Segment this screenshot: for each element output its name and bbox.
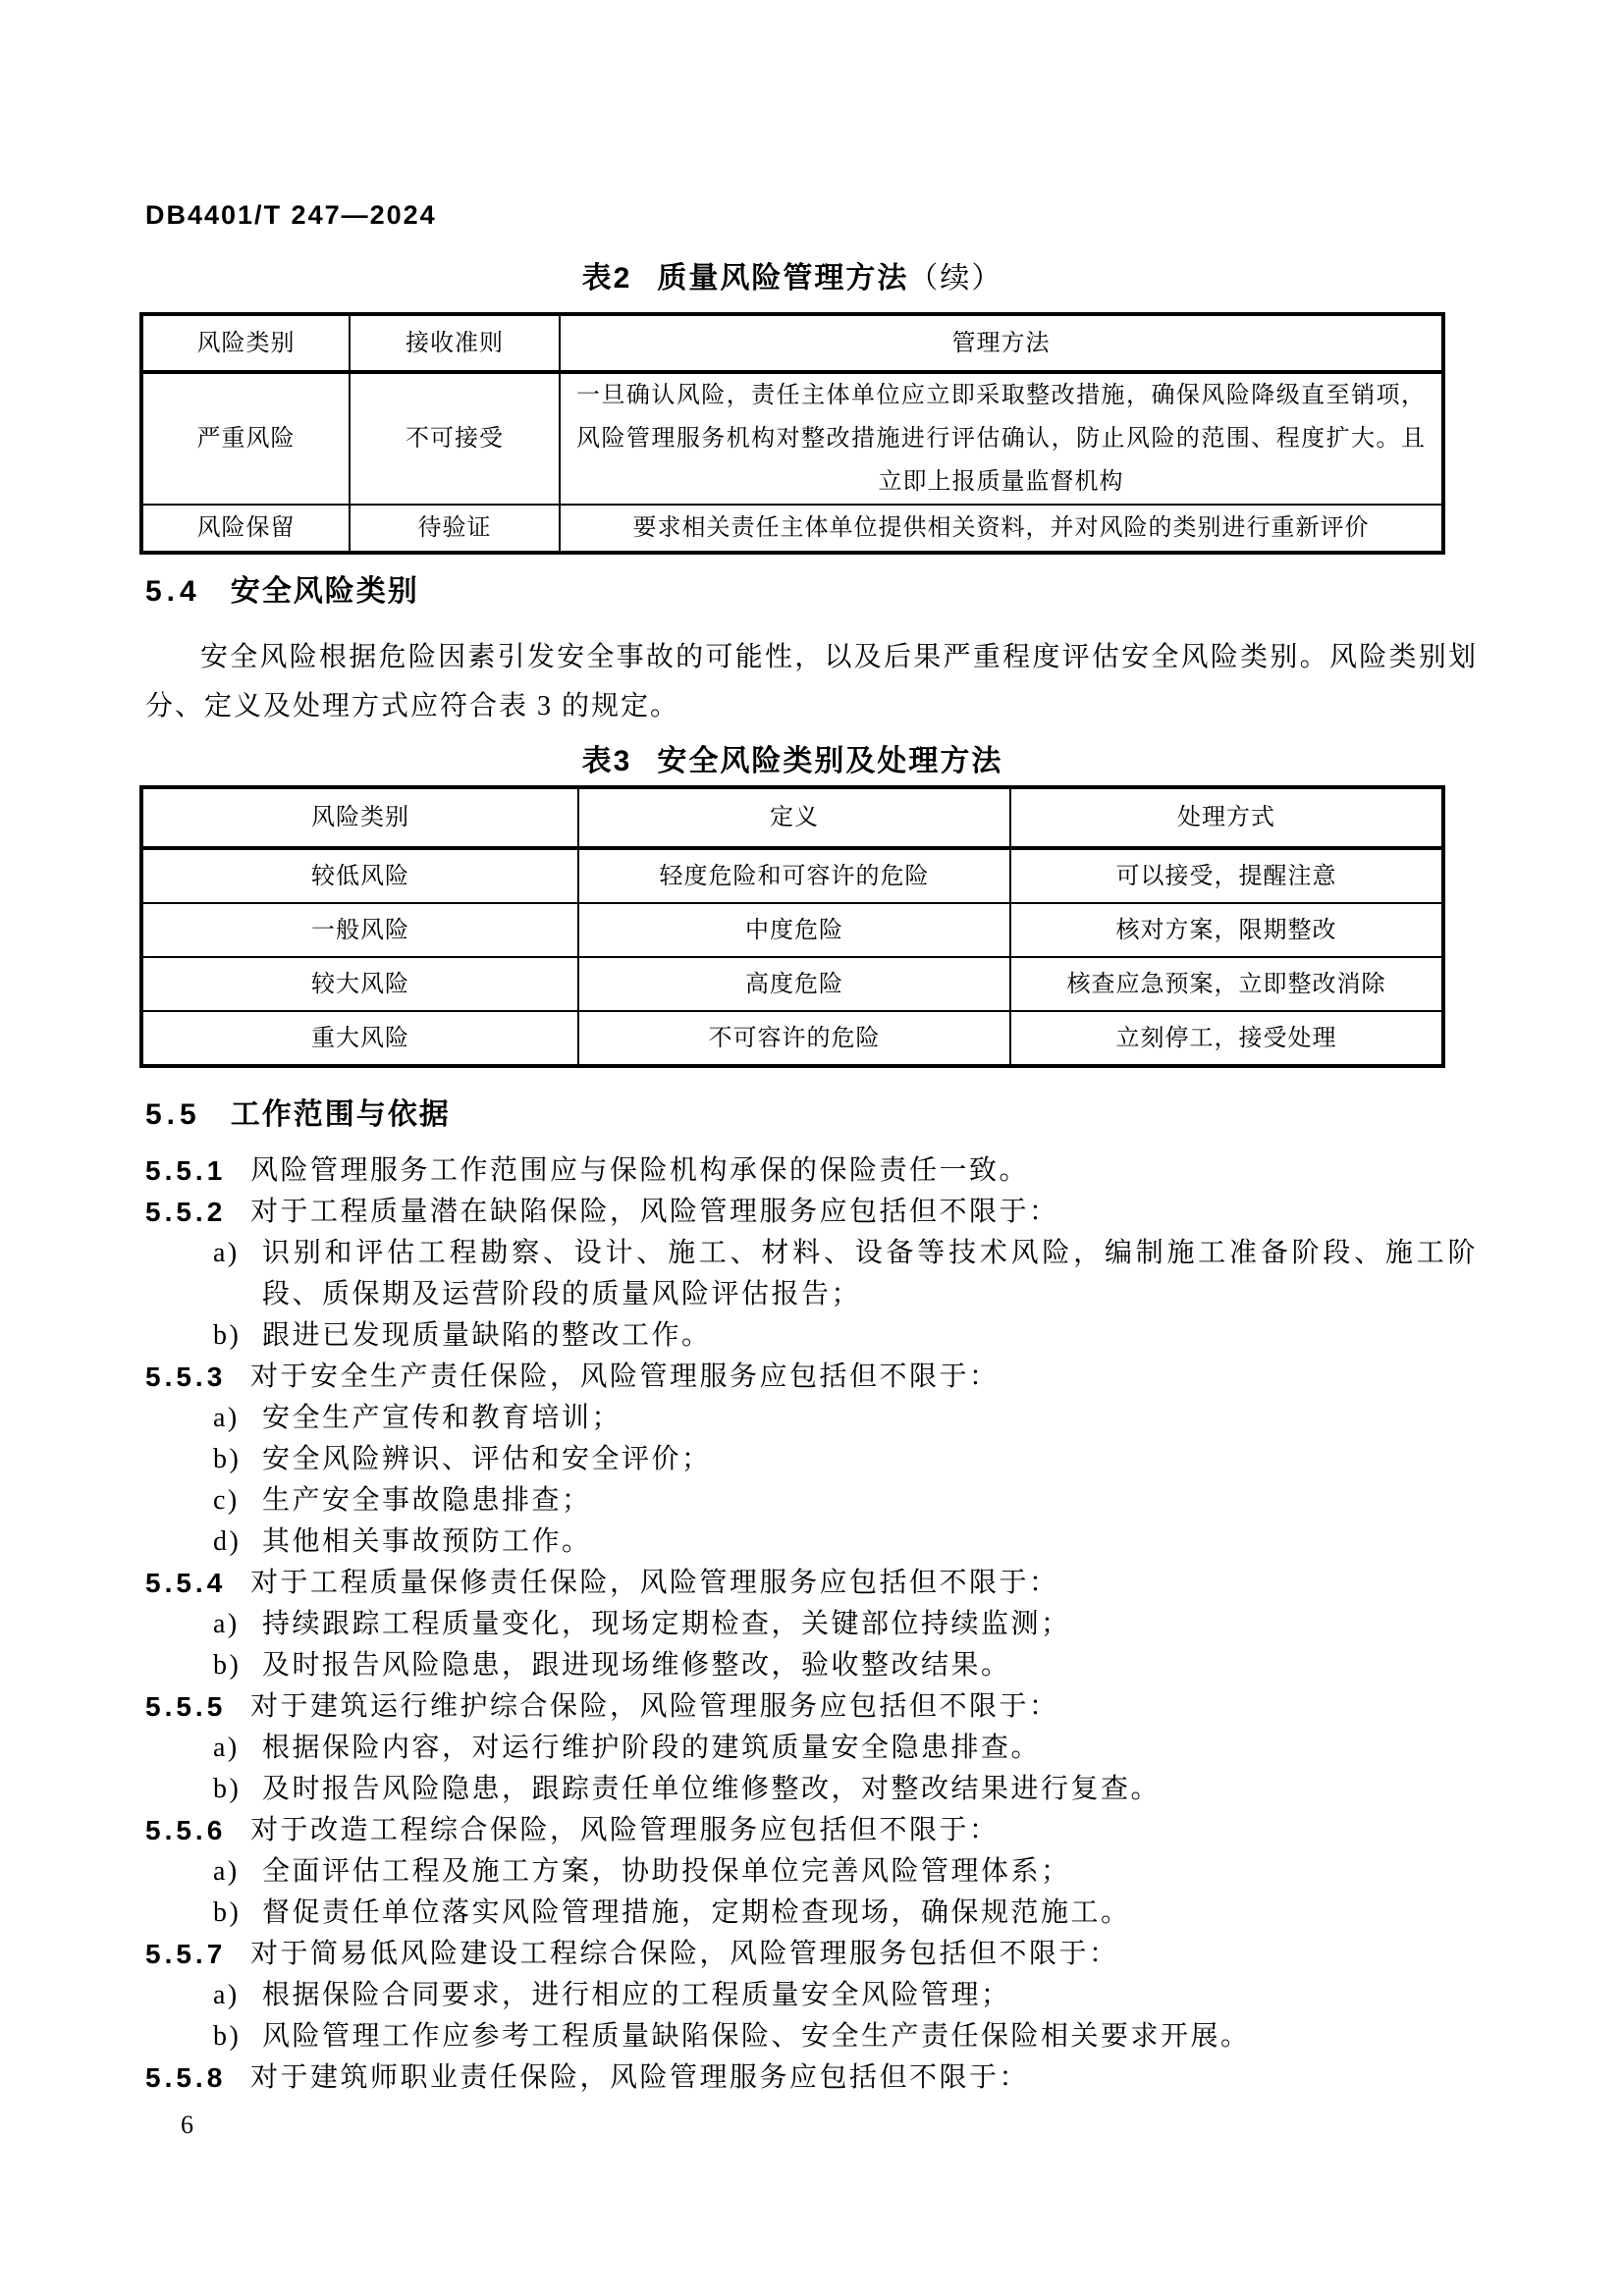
clause-item <box>145 1357 1478 1398</box>
sub-item-text: 安全风险辨识、评估和安全评价； <box>262 1444 712 1474</box>
cell-handling: 立刻停工，接受处理 <box>1010 1011 1443 1066</box>
column-header-risk-category: 风险类别 <box>141 787 578 848</box>
clause-item <box>145 1563 1478 1604</box>
column-header-management-method: 管理方法 <box>560 314 1443 372</box>
sub-item <box>145 2016 1478 2057</box>
sub-item-text: 及时报告风险隐患，跟进现场维修整改，验收整改结果。 <box>262 1650 1011 1681</box>
table-row <box>141 1011 1443 1066</box>
sub-item <box>145 1398 1478 1439</box>
sub-item-marker: b) <box>213 1444 242 1474</box>
sub-item-marker: c) <box>213 1485 240 1516</box>
section-title: 工作范围与依据 <box>230 1098 451 1131</box>
table-row <box>141 957 1443 1011</box>
table3-body <box>141 848 1443 1066</box>
clause-text: 风险管理服务工作范围应与保险机构承保的保险责任一致。 <box>250 1155 1030 1186</box>
sub-item-marker: b) <box>213 1650 242 1681</box>
cell-definition: 高度危险 <box>578 957 1010 1011</box>
cell-handling: 可以接受，提醒注意 <box>1010 848 1443 903</box>
cell-handling: 核查应急预案，立即整改消除 <box>1010 957 1443 1011</box>
sub-item-text: 风险管理工作应参考工程质量缺陷保险、安全生产责任保险相关要求开展。 <box>262 2021 1251 2052</box>
clause-list <box>145 1150 1478 2099</box>
table-row <box>141 903 1443 957</box>
sub-item <box>145 1233 1478 1315</box>
sub-item <box>145 1851 1478 1893</box>
clause-number: 5.5.1 <box>145 1155 227 1186</box>
sub-item <box>145 1975 1478 2016</box>
sub-item-marker: a) <box>213 1403 240 1433</box>
sub-item-text: 根据保险合同要求，进行相应的工程质量安全风险管理； <box>262 1980 1011 2010</box>
table3-caption-label: 表3 <box>581 745 632 777</box>
table-row <box>141 505 1443 553</box>
section-number: 5.4 <box>145 575 201 608</box>
clause-text: 对于简易低风险建设工程综合保险，风险管理服务包括但不限于： <box>250 1939 1119 1969</box>
sub-item-text: 全面评估工程及施工方案，协助投保单位完善风险管理体系； <box>262 1856 1071 1887</box>
sub-item-marker: d) <box>213 1526 242 1557</box>
sub-item <box>145 1893 1478 1934</box>
sub-item-text: 持续跟踪工程质量变化，现场定期检查，关键部位持续监测； <box>262 1609 1071 1639</box>
sub-item-marker: a) <box>213 1609 240 1639</box>
clause-number: 5.5.5 <box>145 1691 227 1722</box>
cell-risk-category: 一般风险 <box>141 903 578 957</box>
sub-item-text: 识别和评估工程勘察、设计、施工、材料、设备等技术风险，编制施工准备阶段、施工阶段、质保期及运营阶段的质量风险评估报告； <box>262 1238 1478 1309</box>
cell-risk-category: 较低风险 <box>141 848 578 903</box>
sub-item-marker: b) <box>213 1897 242 1928</box>
table3 <box>139 785 1445 1068</box>
table3-header-row <box>141 787 1443 848</box>
clause-number: 5.5.3 <box>145 1362 227 1392</box>
clause-item <box>145 1192 1478 1233</box>
clause-item <box>145 1934 1478 1975</box>
cell-risk-category: 较大风险 <box>141 957 578 1011</box>
cell-accept-criterion: 待验证 <box>350 505 560 553</box>
sub-item-marker: b) <box>213 1320 242 1351</box>
column-header-handling: 处理方式 <box>1010 787 1443 848</box>
sub-item-marker: a) <box>213 1238 240 1268</box>
sub-item-text: 根据保险内容，对运行维护阶段的建筑质量安全隐患排查。 <box>262 1733 1042 1763</box>
sub-item-text: 跟进已发现质量缺陷的整改工作。 <box>262 1320 712 1351</box>
table3-caption-text: 安全风险类别及处理方法 <box>657 745 1003 777</box>
cell-definition: 中度危险 <box>578 903 1010 957</box>
table3-caption <box>139 743 1445 780</box>
section-title: 安全风险类别 <box>230 575 419 608</box>
sub-item-text: 其他相关事故预防工作。 <box>262 1526 592 1557</box>
sub-item-text: 安全生产宣传和教育培训； <box>262 1403 622 1433</box>
section-5-4-paragraph: 安全风险根据危险因素引发安全事故的可能性，以及后果严重程度评估安全风险类别。风险类别划分、定义及处理方式应符合表 3 的规定。 <box>145 642 1478 721</box>
sub-item-text: 督促责任单位落实风险管理措施，定期检查现场，确保规范施工。 <box>262 1897 1131 1928</box>
sub-item-text: 生产安全事故隐患排查； <box>262 1485 592 1516</box>
column-header-definition: 定义 <box>578 787 1010 848</box>
table2-caption <box>139 260 1445 297</box>
clause-number: 5.5.6 <box>145 1815 227 1845</box>
sub-item <box>145 1315 1478 1357</box>
clause-item <box>145 2057 1478 2099</box>
sub-item <box>145 1604 1478 1645</box>
doc-code: DB4401/T 247—2024 <box>145 200 437 230</box>
cell-risk-category: 严重风险 <box>141 372 350 505</box>
sub-item <box>145 1645 1478 1686</box>
clause-number: 5.5.7 <box>145 1939 227 1969</box>
table2-caption-suffix: （续） <box>908 262 1003 294</box>
sub-item <box>145 1769 1478 1810</box>
cell-accept-criterion: 不可接受 <box>350 372 560 505</box>
table2-caption-text: 质量风险管理方法 <box>657 262 909 294</box>
table2-header-row <box>141 314 1443 372</box>
sub-item-marker: a) <box>213 1733 240 1763</box>
cell-handling: 核对方案，限期整改 <box>1010 903 1443 957</box>
table-row <box>141 372 1443 505</box>
sub-item-text: 及时报告风险隐患，跟踪责任单位维修整改，对整改结果进行复查。 <box>262 1774 1162 1804</box>
clause-text: 对于工程质量潜在缺陷保险，风险管理服务应包括但不限于： <box>250 1197 1059 1227</box>
cell-management-method: 一旦确认风险，责任主体单位应立即采取整改措施，确保风险降级直至销项，风险管理服务机构对整改措施进行评估确认，防止风险的范围、程度扩大。且立即上报质量监督机构 <box>560 372 1443 505</box>
table2-caption-label: 表2 <box>581 262 632 294</box>
table-row <box>141 848 1443 903</box>
clause-text: 对于建筑师职业责任保险，风险管理服务应包括但不限于： <box>250 2062 1030 2093</box>
sub-item <box>145 1522 1478 1563</box>
sub-item-marker: b) <box>213 2021 242 2052</box>
clause-text: 对于建筑运行维护综合保险，风险管理服务应包括但不限于： <box>250 1691 1059 1722</box>
section-number: 5.5 <box>145 1098 201 1131</box>
sub-item-marker: a) <box>213 1856 240 1887</box>
column-header-risk-category: 风险类别 <box>141 314 350 372</box>
clause-text: 对于工程质量保修责任保险，风险管理服务应包括但不限于： <box>250 1568 1059 1598</box>
sub-item-marker: b) <box>213 1774 242 1804</box>
cell-risk-category: 风险保留 <box>141 505 350 553</box>
table2-body <box>141 372 1443 553</box>
clause-number: 5.5.2 <box>145 1197 227 1227</box>
cell-risk-category: 重大风险 <box>141 1011 578 1066</box>
clause-text: 对于改造工程综合保险，风险管理服务应包括但不限于： <box>250 1815 1000 1845</box>
sub-item-marker: a) <box>213 1980 240 2010</box>
clause-item <box>145 1686 1478 1728</box>
section-5-4-heading <box>145 574 419 610</box>
section-5-5-heading <box>145 1097 451 1133</box>
clause-item <box>145 1150 1478 1192</box>
page-number: 6 <box>181 2110 193 2139</box>
sub-item <box>145 1728 1478 1769</box>
cell-definition: 不可容许的危险 <box>578 1011 1010 1066</box>
cell-management-method: 要求相关责任主体单位提供相关资料，并对风险的类别进行重新评价 <box>560 505 1443 553</box>
clause-number: 5.5.8 <box>145 2062 227 2093</box>
clause-item <box>145 1810 1478 1851</box>
clause-text: 对于安全生产责任保险，风险管理服务应包括但不限于： <box>250 1362 1000 1392</box>
sub-item <box>145 1480 1478 1522</box>
table2 <box>139 312 1445 555</box>
sub-item <box>145 1439 1478 1480</box>
cell-definition: 轻度危险和可容许的危险 <box>578 848 1010 903</box>
clause-number: 5.5.4 <box>145 1568 227 1598</box>
column-header-accept-criterion: 接收准则 <box>350 314 560 372</box>
